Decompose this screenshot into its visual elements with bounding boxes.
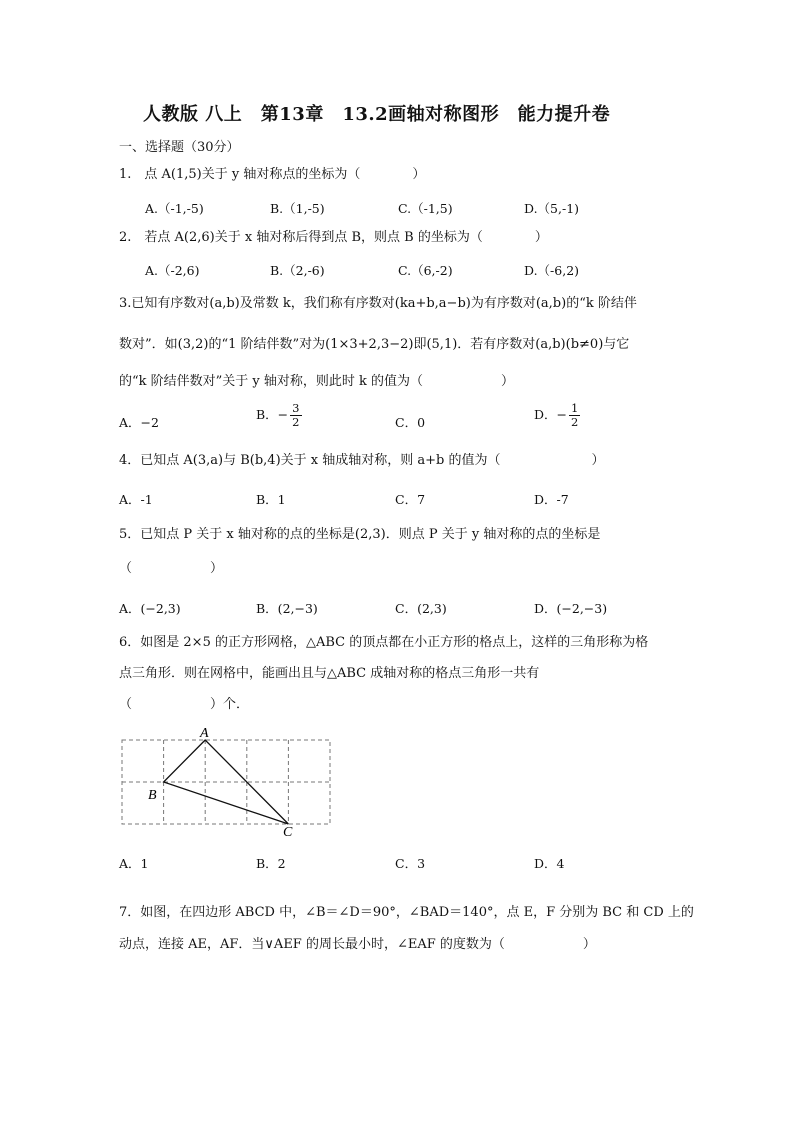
q4-option-b[interactable]: B．1 xyxy=(256,492,286,507)
fraction-denominator: 2 xyxy=(571,415,579,429)
grid-figure xyxy=(118,722,338,837)
q5-option-b[interactable]: B．(2,−3) xyxy=(256,601,318,616)
vertex-label-b: B xyxy=(148,788,157,803)
q2-option-c[interactable]: C.（6,-2) xyxy=(398,263,453,278)
q1-option-d[interactable]: D.（5,-1) xyxy=(524,201,580,216)
question-6-line-1: 6．如图是 2×5 的正方形网格，△ABC 的顶点都在小正方形的格点上，这样的三角形称为格 xyxy=(119,635,649,650)
q5-option-a[interactable]: A．(−2,3) xyxy=(119,601,181,616)
question-7-line-2: 动点，连接 AE，AF．当∨AEF 的周长最小时，∠EAF 的度数为（ ） xyxy=(119,937,596,952)
vertex-label-c: C xyxy=(283,825,293,837)
q3-option-c[interactable]: C．0 xyxy=(395,415,426,430)
q2-option-d[interactable]: D.（-6,2) xyxy=(524,263,580,278)
question-4-text: 4．已知点 A(3,a)与 B(b,4)关于 x 轴成轴对称，则 a+b 的值为（ ） xyxy=(119,453,605,468)
question-7-line-1: 7．如图，在四边形 ABCD 中，∠B＝∠D＝90°，∠BAD＝140°，点 E，F 分别为 BC 和 CD 上的 xyxy=(119,905,694,920)
q3-option-d-fraction xyxy=(569,402,580,429)
q2-option-a[interactable]: A.（-2,6) xyxy=(145,263,200,278)
question-3-line-3: 的“k 阶结伴数对”关于 y 轴对称，则此时 k 的值为（ ） xyxy=(119,374,515,389)
q6-option-d[interactable]: D．4 xyxy=(534,856,565,871)
fraction-numerator: 1 xyxy=(571,401,579,415)
fraction-denominator: 2 xyxy=(292,415,300,429)
question-5-line-1: 5．已知点 P 关于 x 轴对称的点的坐标是(2,3)．则点 P 关于 y 轴对称的点的坐标是 xyxy=(119,527,601,542)
question-1-text: 1. 点 A(1,5)关于 y 轴对称点的坐标为（ ） xyxy=(119,167,426,182)
fraction-numerator: 3 xyxy=(292,401,300,415)
section-heading: 一、选择题（30分） xyxy=(119,140,240,155)
q5-option-c[interactable]: C．(2,3) xyxy=(395,601,447,616)
vertex-label-a: A xyxy=(200,726,209,741)
dashed-grid xyxy=(122,740,330,824)
question-6-line-3: （ ）个． xyxy=(119,697,250,712)
question-5-line-2: （ ） xyxy=(119,561,224,576)
question-2-text: 2. 若点 A(2,6)关于 x 轴对称后得到点 B，则点 B 的坐标为（ ） xyxy=(119,230,548,245)
question-3-line-1: 3.已知有序数对(a,b)及常数 k，我们称有序数对(ka+b,a−b)为有序数对(a,b)的“k 阶结伴 xyxy=(119,296,637,311)
q3-option-d-label: D．− xyxy=(534,407,567,422)
question-6-line-2: 点三角形．则在网格中，能画出且与△ABC 成轴对称的格点三角形一共有 xyxy=(119,666,540,681)
q3-option-d[interactable] xyxy=(534,402,580,429)
q4-option-d[interactable]: D．-7 xyxy=(534,492,569,507)
q3-option-a[interactable]: A．−2 xyxy=(119,415,159,430)
page-title: 人教版 八上 第13章 13.2画轴对称图形 能力提升卷 xyxy=(143,104,611,125)
q4-option-c[interactable]: C．7 xyxy=(395,492,426,507)
q2-option-b[interactable]: B.（2,-6) xyxy=(270,263,325,278)
q3-option-b-label: B．− xyxy=(256,407,289,422)
q6-option-a[interactable]: A．1 xyxy=(119,856,149,871)
question-3-line-2: 数对”．如(3,2)的“1 阶结伴数”对为(1×3+2,3−2)即(5,1)．若有序数对(a,b)(b≠0)与它 xyxy=(119,337,630,352)
q6-option-b[interactable]: B．2 xyxy=(256,856,286,871)
q1-option-a[interactable]: A.（-1,-5) xyxy=(145,201,204,216)
q1-option-b[interactable]: B.（1,-5) xyxy=(270,201,325,216)
q3-option-b-fraction xyxy=(290,402,301,429)
q5-option-d[interactable]: D．(−2,−3) xyxy=(534,601,608,616)
q3-option-b[interactable] xyxy=(256,402,302,429)
grid-figure-svg xyxy=(118,722,338,837)
q6-option-c[interactable]: C．3 xyxy=(395,856,426,871)
q4-option-a[interactable]: A．-1 xyxy=(119,492,153,507)
q1-option-c[interactable]: C.（-1,5) xyxy=(398,201,453,216)
